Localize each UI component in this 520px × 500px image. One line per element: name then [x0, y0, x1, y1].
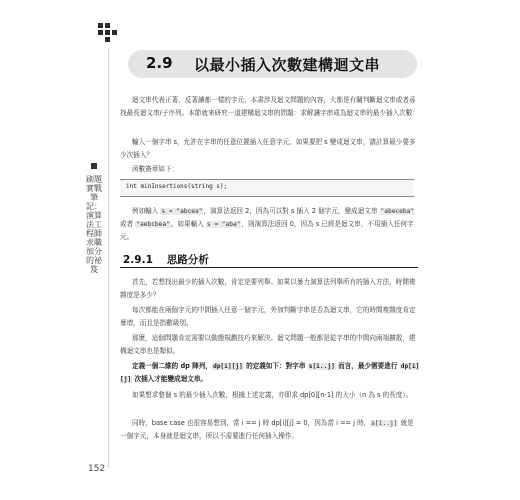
code-text: int minInsertions(string s);: [126, 183, 228, 190]
corner-square-decoration: [105, 37, 110, 42]
paragraph-intro: 迴文串代表正著、反著讀都一樣的字元，本書涉及迴文問題的內容，大都是有關判斷迴文串或者尋找最長迴文串/子序列。本節就來研究一道建構迴文串的問題：求解讓字串成為迴文串的最少插入次數：: [120, 96, 419, 117]
corner-square-decoration: [112, 30, 117, 35]
section-number: 2.9.1: [123, 254, 153, 266]
chapter-number: 2.9: [146, 54, 173, 72]
code-block: [120, 179, 414, 197]
paragraph-problem: 輸入一個字串 s，允許在字串的任意位置插入任意字元。如果要把 s 變成迴文串，請計算最少要多少次插入？: [120, 138, 416, 159]
corner-square-decoration: [98, 23, 103, 28]
paragraph-base-case: 同時，base case 也很容易想到，當 i == j 時 dp[i][j] = 0，因為當 i == j 時，s[i..j] 就是一個字元，本身就是迴文串，所以不需要進行任何插入操作。: [120, 419, 414, 440]
chapter-title: 以最小插入次數建構迴文串: [194, 56, 381, 74]
corner-square-decoration: [105, 30, 110, 35]
section-title: 思路分析: [166, 254, 209, 266]
corner-square-decoration: [98, 30, 103, 35]
paragraph-complexity: 每次都能在兩個字元的中間插入任意一個字元，外加判斷字串是否為迴文串，它的時間複雜度肯定暴增，而且是指數級別。: [120, 306, 416, 327]
section-heading: [123, 252, 209, 267]
paragraph-dynamic-programming: 那麼，這個問題肯定需要以動態規劃技巧來解決。迴文問題一般都是從字串的中間向兩端擴散，建構迴文串也是類似。: [120, 334, 416, 355]
paragraph-signature-intro: 函數簽章如下：: [132, 165, 179, 173]
side-title-marker: [91, 163, 97, 169]
paragraph-enumeration: 首先，若想找出最少的插入次數，肯定是要列舉。如果以暴力演算法列舉所有的插入方法，時間複雜度是多少？: [120, 278, 416, 299]
running-side-title: 刷題實戰筆記：演算法工程師求職加分的祕笈: [86, 175, 102, 274]
paragraph-goal: 如果想求整個 s 的最少插入次數，根據上述定義，亦即求 dp[0][n-1] 的大小（n 為 s 的長度）。: [132, 391, 413, 399]
chapter-heading: [128, 50, 417, 78]
section-rule: [120, 267, 418, 268]
paragraph-example: 例如輸入 s = "abcea"，演算法返回 2，因為可以對 s 插入 2 個字元，變成迴文串 "abeceba" 或者 "aebcbea"。如果輸入 s = "aba"，則演算法返回 0，因為 s 已經是迴文串，不用插入任何字元。: [120, 207, 415, 241]
corner-square-decoration: [105, 23, 110, 28]
page-number: 152: [88, 464, 106, 474]
margin-divider: [108, 48, 109, 468]
paragraph-dp-definition: 定義一個二維的 dp 陣列，dp[i][j] 的定義如下：對字串 s[i..j] 而言，最少需要進行 dp[i][j] 次插入才能變成迴文串。: [120, 362, 420, 383]
